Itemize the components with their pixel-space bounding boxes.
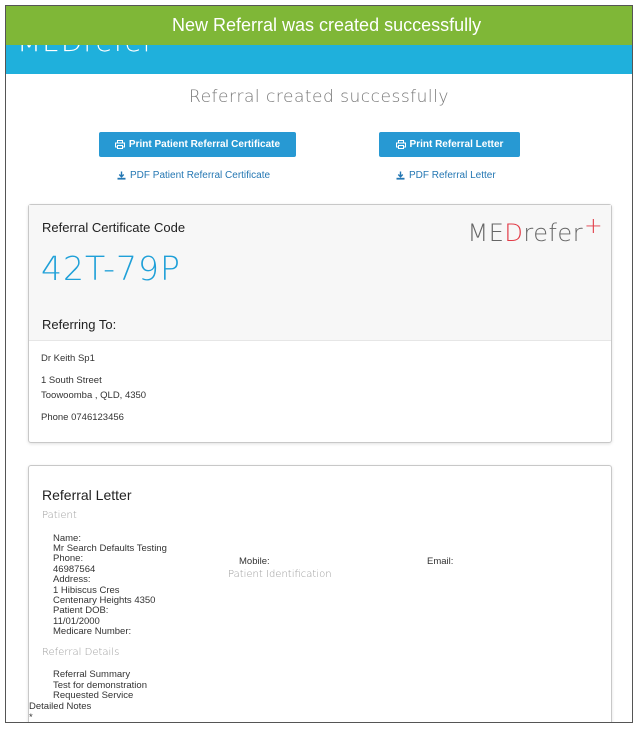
pdf-patient-referral-certificate-link[interactable]: [117, 170, 270, 181]
mobile-label: Mobile:: [239, 556, 270, 567]
link-label: PDF Patient Referral Certificate: [130, 170, 271, 181]
button-label: Print Patient Referral Certificate: [128, 139, 281, 150]
name-label: Name:: [53, 533, 81, 544]
link-label: PDF Referral Letter: [409, 170, 496, 181]
detailed-notes-value: *: [29, 712, 33, 723]
dob-value: 11/01/2000: [53, 616, 100, 627]
referral-summary-label: Referral Summary: [53, 669, 131, 680]
dob-label: Patient DOB:: [53, 605, 109, 616]
name-value: Mr Search Defaults Testing: [53, 543, 167, 554]
pdf-referral-letter-link[interactable]: [396, 170, 496, 181]
brand-logo: MEDrefer+: [467, 214, 603, 247]
referral-letter-card: [28, 465, 612, 723]
download-icon: [117, 171, 126, 180]
certificate-code-label: Referral Certificate Code: [42, 220, 186, 235]
doctor-address-line2: Toowoomba , QLD, 4350: [41, 390, 147, 401]
detailed-notes-label: Detailed Notes: [29, 701, 92, 712]
email-label: Email:: [427, 556, 454, 567]
print-icon: [115, 140, 125, 149]
referring-to-heading: Referring To:: [42, 317, 117, 332]
doctor-address-line1: 1 South Street: [41, 375, 102, 386]
certificate-code: 42T-79P: [41, 249, 181, 288]
requested-service-label: Requested Service: [53, 690, 134, 701]
patient-identification-label: Patient Identification: [228, 569, 332, 580]
doctor-phone: Phone 0746123456: [41, 412, 124, 423]
referral-details-label: Referral Details: [42, 647, 120, 658]
doctor-name: Dr Keith Sp1: [41, 353, 95, 364]
print-icon: [396, 140, 406, 149]
toast-message: New Referral was created successfully: [172, 15, 482, 35]
app-window: [5, 5, 633, 723]
referral-certificate-card: [28, 204, 612, 443]
page-title: Referral created successfully: [189, 87, 449, 107]
certificate-header: [29, 205, 611, 341]
referral-summary-value: Test for demonstration: [53, 680, 147, 691]
phone-value: 46987564: [53, 564, 96, 575]
address-line1: 1 Hibiscus Cres: [53, 585, 120, 596]
download-icon: [396, 171, 405, 180]
print-referral-letter-button[interactable]: [379, 132, 520, 157]
patient-section-label: Patient: [42, 510, 77, 521]
medicare-label: Medicare Number:: [53, 626, 132, 637]
address-label: Address:: [53, 574, 91, 585]
address-line2: Centenary Heights 4350: [53, 595, 156, 606]
print-patient-referral-certificate-button[interactable]: [99, 132, 296, 157]
referral-letter-title: Referral Letter: [42, 487, 132, 503]
phone-label: Phone:: [53, 553, 84, 564]
success-toast: [6, 6, 632, 45]
button-label: Print Referral Letter: [409, 139, 504, 150]
top-header: [6, 6, 632, 74]
